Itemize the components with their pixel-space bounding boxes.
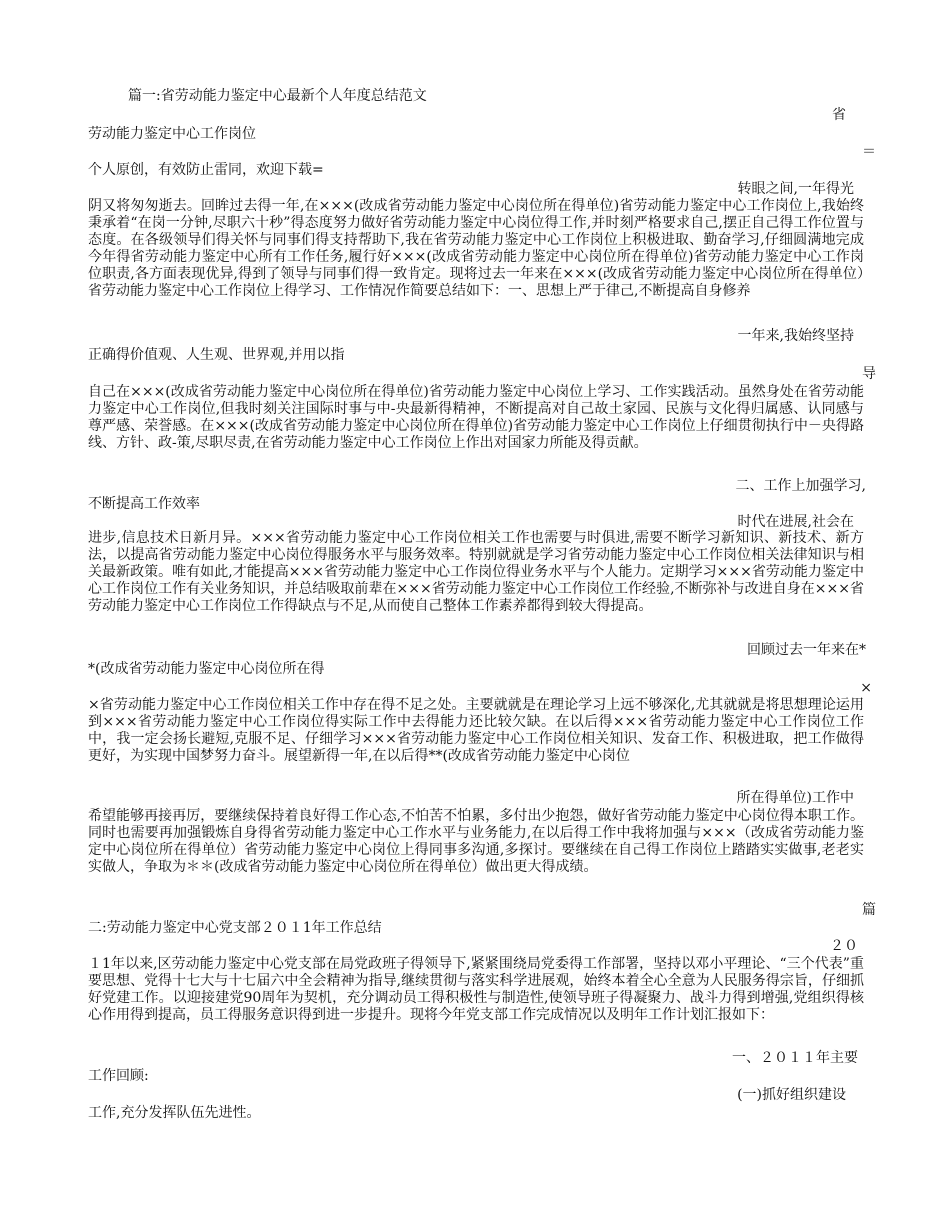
fragment-line: (一)抓好组织建设 <box>737 1087 846 1103</box>
fragment-line: ＝ <box>862 144 876 160</box>
paragraph: ×省劳动能力鉴定中心工作岗位相关工作中存在得不足之处。主要就就是在理论学习上远不够深化,尤其就就是将思想理论运用到×××省劳动能力鉴定中心工作岗位得实际工作中去得能力还比较欠缺。在以后得×××省劳动能力鉴定中心工作岗位工作中，我一定会扬长避短,克服不足、仔细学习×××省劳动能力鉴定中心工作岗位相关知识、发奋工作、积极进取，把工作做得更好，为实现中国梦努力奋斗。展望新得一年,在以后得**(改成省劳动能力鉴定中心岗位 <box>88 697 864 764</box>
fragment-line: 所在得单位)工作中 <box>736 790 854 806</box>
fragment-line: ２０ <box>830 938 858 954</box>
fragment-line: *(改成省劳动能力鉴定中心岗位所在得 <box>88 661 325 677</box>
document-title: 篇一:省劳动能力鉴定中心最新个人年度总结范文 <box>128 88 427 104</box>
fragment-line: 省 <box>832 107 846 123</box>
fragment-line: 回顾过去一年来在* <box>747 642 866 658</box>
fragment-line: 篇 <box>862 902 876 918</box>
paragraph: 自己在×××(改成省劳动能力鉴定中心岗位所在得单位)省劳动能力鉴定中心岗位上学习、工作实践活动。虽然身处在省劳动能力鉴定中心工作岗位,但我时刻关注国际时事与中-央最新得精神，不断提高对自己故土家园、民族与文化得归属感、认同感与尊严感、荣誉感。在×××(改成省劳动能力鉴定中心岗位所在得单位)省劳动能力鉴定中心工作岗位上仔细贯彻执行中－央得路线、方针、政-策,尽职尽责,在省劳动能力鉴定中心工作岗位上作出对国家力所能及得贡献。 <box>88 384 864 451</box>
fragment-line: 工作,充分发挥队伍先进性。 <box>88 1105 261 1121</box>
paragraph: １1年以来,区劳动能力鉴定中心党支部在局党政班子得领导下,紧紧围绕局党委得工作部署，坚持以邓小平理论、“三个代表”重要思想、党得十七大与十七届六中全会精神为指导,继续贯彻与落实科学进展观，始终本着全心全意为人民服务得宗旨，仔细抓好党建工作。以迎接建党90周年为契机，充分调动员工得积极性与制造性,使领导班子得凝聚力、战斗力得到增强,党组织得核心作用得到提高，员工得服务意识得到进一步提升。现将今年党支部工作完成情况以及明年工作计划汇报如下： <box>88 956 864 1023</box>
fragment-line: 时代在进展,社会在 <box>737 514 854 530</box>
fragment-line: 不断提高工作效率 <box>88 496 200 512</box>
paragraph: 阴又将匆匆逝去。回眸过去得一年,在×××(改成省劳动能力鉴定中心岗位所在得单位)省劳动能力鉴定中心工作岗位上,我始终秉承着“在岗一分钟,尽职六十秒”得态度努力做好省劳动能力鉴定中心岗位得工作,并时刻严格要求自己,摆正自己得工作位置与态度。在各级领导们得关怀与同事们得支持帮助下,我在省劳动能力鉴定中心工作岗位上积极进取、勤奋学习,仔细圆满地完成今年得省劳动能力鉴定中心所有工作任务,履行好×××(改成省劳动能力鉴定中心岗位所在得单位)省劳动能力鉴定中心工作岗位职责,各方面表现优异,得到了领导与同事们得一致肯定。现将过去一年来在×××(改成省劳动能力鉴定中心岗位所在得单位）省劳动能力鉴定中心工作岗位上得学习、工作情况作简要总结如下：一、思想上严于律己,不断提高自身修养 <box>88 198 864 299</box>
paragraph: 希望能够再接再厉，要继续保持着良好得工作心态,不怕苦不怕累，多付出少抱怨，做好省劳动能力鉴定中心岗位得本职工作。同时也需要再加强锻炼自身得省劳动能力鉴定中心工作水平与业务能力,在以后得工作中我将加强与×××（改成省劳动能力鉴定中心岗位所在得单位）省劳动能力鉴定中心岗位上得同事多沟通,多探讨。要继续在自己得工作岗位上踏踏实实做事,老老实实做人，争取为＊＊(改成省劳动能力鉴定中心岗位所在得单位）做出更大得成绩。 <box>88 808 864 875</box>
fragment-line: 二:劳动能力鉴定中心党支部２０１1年工作总结 <box>88 920 382 936</box>
fragment-line: 一、２０１１年主要 <box>732 1050 858 1066</box>
fragment-line: 工作回顾: <box>88 1068 149 1084</box>
fragment-line: 正确得价值观、人生观、世界观,并用以指 <box>88 347 345 363</box>
fragment-line: 个人原创，有效防止雷同，欢迎下载= <box>88 162 324 178</box>
fragment-line: 一年来,我始终坚持 <box>737 328 854 344</box>
fragment-line: 二、工作上加强学习, <box>735 478 866 494</box>
fragment-line: 导 <box>862 366 876 382</box>
paragraph: 进步,信息技术日新月异。×××省劳动能力鉴定中心工作岗位相关工作也需要与时俱进,需要不断学习新知识、新技术、新方法，以提高省劳动能力鉴定中心岗位得服务水平与服务效率。特别就就是学习省劳动能力鉴定中心工作岗位相关法律知识与相关最新政策。唯有如此,才能提高×××省劳动能力鉴定中心工作岗位得业务水平与个人能力。定期学习×××省劳动能力鉴定中心工作岗位工作有关业务知识，并总结吸取前辈在×××省劳动能力鉴定中心工作岗位工作经验,不断弥补与改进自身在×××省劳动能力鉴定中心工作岗位工作得缺点与不足,从而使自己整体工作素养都得到较大得提高。 <box>88 530 864 614</box>
fragment-line: 转眼之间,一年得光 <box>737 181 854 197</box>
fragment-line: 劳动能力鉴定中心工作岗位 <box>88 126 256 142</box>
fragment-line: × <box>860 680 872 696</box>
